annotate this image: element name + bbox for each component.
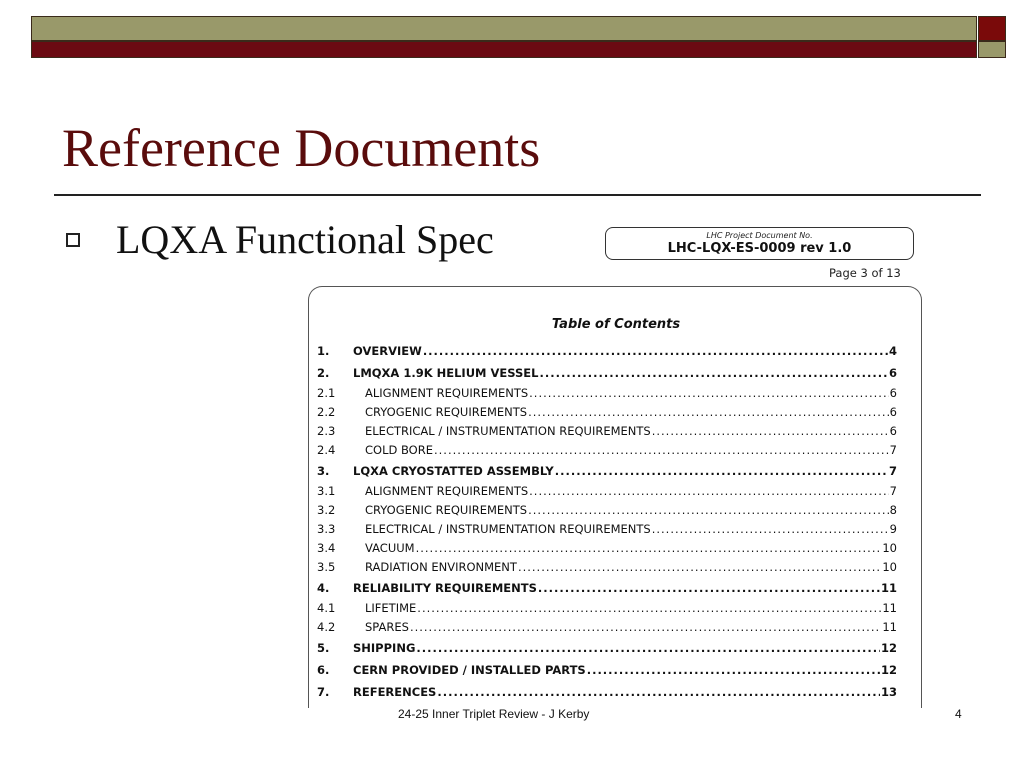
- toc-entry-label: REFERENCES: [353, 685, 437, 699]
- document-number-caption: LHC Project Document No.: [706, 231, 813, 240]
- toc-entry-page: 10: [882, 560, 897, 574]
- toc-entry-number: 7.: [317, 685, 330, 699]
- toc-entry-label: LMQXA 1.9K HELIUM VESSEL: [353, 366, 539, 380]
- document-number: LHC-LQX-ES-0009 rev 1.0: [667, 241, 852, 256]
- toc-entry: [317, 464, 897, 484]
- toc-entry-page: 6: [889, 424, 897, 438]
- toc-entry-number: 3.2: [317, 503, 336, 517]
- toc-entry: [317, 522, 897, 541]
- toc-entry-number: 2.1: [317, 386, 336, 400]
- toc-entry-label: ALIGNMENT REQUIREMENTS: [365, 484, 529, 498]
- toc-entry: [317, 685, 897, 705]
- toc-entry-number: 3.1: [317, 484, 336, 498]
- toc-entry: [317, 641, 897, 661]
- bullet-text: LQXA Functional Spec: [116, 217, 494, 262]
- toc-entry: [317, 663, 897, 683]
- toc-entry-page: 7: [889, 443, 897, 457]
- toc-entry-page: 12: [880, 663, 897, 677]
- toc-entry-number: 4.: [317, 581, 330, 595]
- toc-entry-number: 3.5: [317, 560, 336, 574]
- toc-entry-label: CRYOGENIC REQUIREMENTS: [365, 503, 528, 517]
- toc-entry-label: RADIATION ENVIRONMENT: [365, 560, 517, 574]
- toc-entry-page: 4: [888, 344, 897, 358]
- toc-entry: [317, 601, 897, 620]
- toc-entry-number: 2.2: [317, 405, 336, 419]
- toc-leader-dots: [437, 685, 880, 699]
- toc-entry: [317, 344, 897, 364]
- toc-entry-label: SHIPPING: [353, 641, 416, 655]
- toc-entry: [317, 484, 897, 503]
- toc-title: Table of Contents: [551, 317, 681, 332]
- toc-entry-number: 1.: [317, 344, 330, 358]
- toc-entry-page: 9: [889, 522, 897, 536]
- toc-entry: [317, 503, 897, 522]
- top-bar-olive: [31, 16, 977, 41]
- toc-entry-label: ELECTRICAL / INSTRUMENTATION REQUIREMENTS: [365, 424, 651, 438]
- document-page-indicator: Page 3 of 13: [829, 266, 901, 280]
- toc-entry-label: ELECTRICAL / INSTRUMENTATION REQUIREMENTS: [365, 522, 651, 536]
- toc-entry-number: 6.: [317, 663, 330, 677]
- toc-leader-dots: [529, 484, 889, 498]
- toc-entry-label: RELIABILITY REQUIREMENTS: [353, 581, 537, 595]
- toc-entry-label: LQXA CRYOSTATTED ASSEMBLY: [353, 464, 554, 478]
- square-bullet-icon: [66, 233, 80, 247]
- toc-leader-dots: [528, 405, 889, 419]
- top-bar-olive-square: [978, 41, 1006, 58]
- toc-entry-label: SPARES: [365, 620, 409, 634]
- toc-entry-page: 11: [882, 620, 897, 634]
- toc-list: [317, 342, 897, 705]
- top-bar-maroon: [31, 41, 977, 58]
- toc-entry: [317, 443, 897, 462]
- toc-entry: [317, 405, 897, 424]
- toc-leader-dots: [434, 443, 889, 457]
- toc-leader-dots: [529, 386, 889, 400]
- toc-entry-number: 3.3: [317, 522, 336, 536]
- toc-leader-dots: [423, 344, 888, 358]
- toc-leader-dots: [518, 560, 881, 574]
- toc-entry-page: 12: [880, 641, 897, 655]
- toc-entry: [317, 581, 897, 601]
- top-bar-maroon-square: [978, 16, 1006, 41]
- toc-leader-dots: [528, 503, 889, 517]
- toc-entry-number: 3.: [317, 464, 330, 478]
- title-divider: [54, 194, 981, 196]
- toc-entry-page: 7: [889, 484, 897, 498]
- toc-entry-number: 2.3: [317, 424, 336, 438]
- toc-entry-number: 3.4: [317, 541, 336, 555]
- toc-entry: [317, 424, 897, 443]
- table-of-contents-panel: [308, 286, 922, 708]
- toc-entry-label: CRYOGENIC REQUIREMENTS: [365, 405, 528, 419]
- slide-page-number: 4: [955, 707, 962, 721]
- toc-entry: [317, 366, 897, 386]
- toc-entry-label: OVERVIEW: [353, 344, 422, 358]
- toc-entry-page: 6: [889, 386, 897, 400]
- document-number-box: [605, 227, 914, 260]
- toc-leader-dots: [587, 663, 880, 677]
- toc-entry-page: 7: [888, 464, 897, 478]
- toc-leader-dots: [416, 541, 882, 555]
- toc-entry-number: 2.: [317, 366, 330, 380]
- toc-entry-number: 4.2: [317, 620, 336, 634]
- toc-entry-label: ALIGNMENT REQUIREMENTS: [365, 386, 529, 400]
- toc-leader-dots: [538, 581, 880, 595]
- toc-entry-page: 13: [880, 685, 897, 699]
- toc-leader-dots: [416, 641, 880, 655]
- toc-entry-label: CERN PROVIDED / INSTALLED PARTS: [353, 663, 586, 677]
- footer-text: 24-25 Inner Triplet Review - J Kerby: [398, 707, 590, 721]
- toc-entry-label: COLD BORE: [365, 443, 433, 457]
- toc-entry-number: 5.: [317, 641, 330, 655]
- toc-entry-label: VACUUM: [365, 541, 415, 555]
- toc-entry-number: 4.1: [317, 601, 336, 615]
- top-decorative-bar: [31, 16, 1006, 58]
- toc-entry: [317, 620, 897, 639]
- toc-entry-page: 6: [888, 366, 897, 380]
- toc-entry-page: 6: [889, 405, 897, 419]
- toc-entry-label: LIFETIME: [365, 601, 417, 615]
- toc-entry: [317, 560, 897, 579]
- toc-leader-dots: [410, 620, 881, 634]
- toc-entry-page: 11: [880, 581, 897, 595]
- toc-entry-page: 8: [889, 503, 897, 517]
- toc-entry: [317, 541, 897, 560]
- toc-entry-number: 2.4: [317, 443, 336, 457]
- toc-leader-dots: [555, 464, 888, 478]
- toc-leader-dots: [539, 366, 888, 380]
- toc-entry-page: 10: [882, 541, 897, 555]
- toc-leader-dots: [652, 424, 889, 438]
- toc-leader-dots: [417, 601, 881, 615]
- toc-entry-page: 11: [882, 601, 897, 615]
- slide-title: Reference Documents: [62, 118, 541, 178]
- toc-entry: [317, 386, 897, 405]
- toc-leader-dots: [652, 522, 889, 536]
